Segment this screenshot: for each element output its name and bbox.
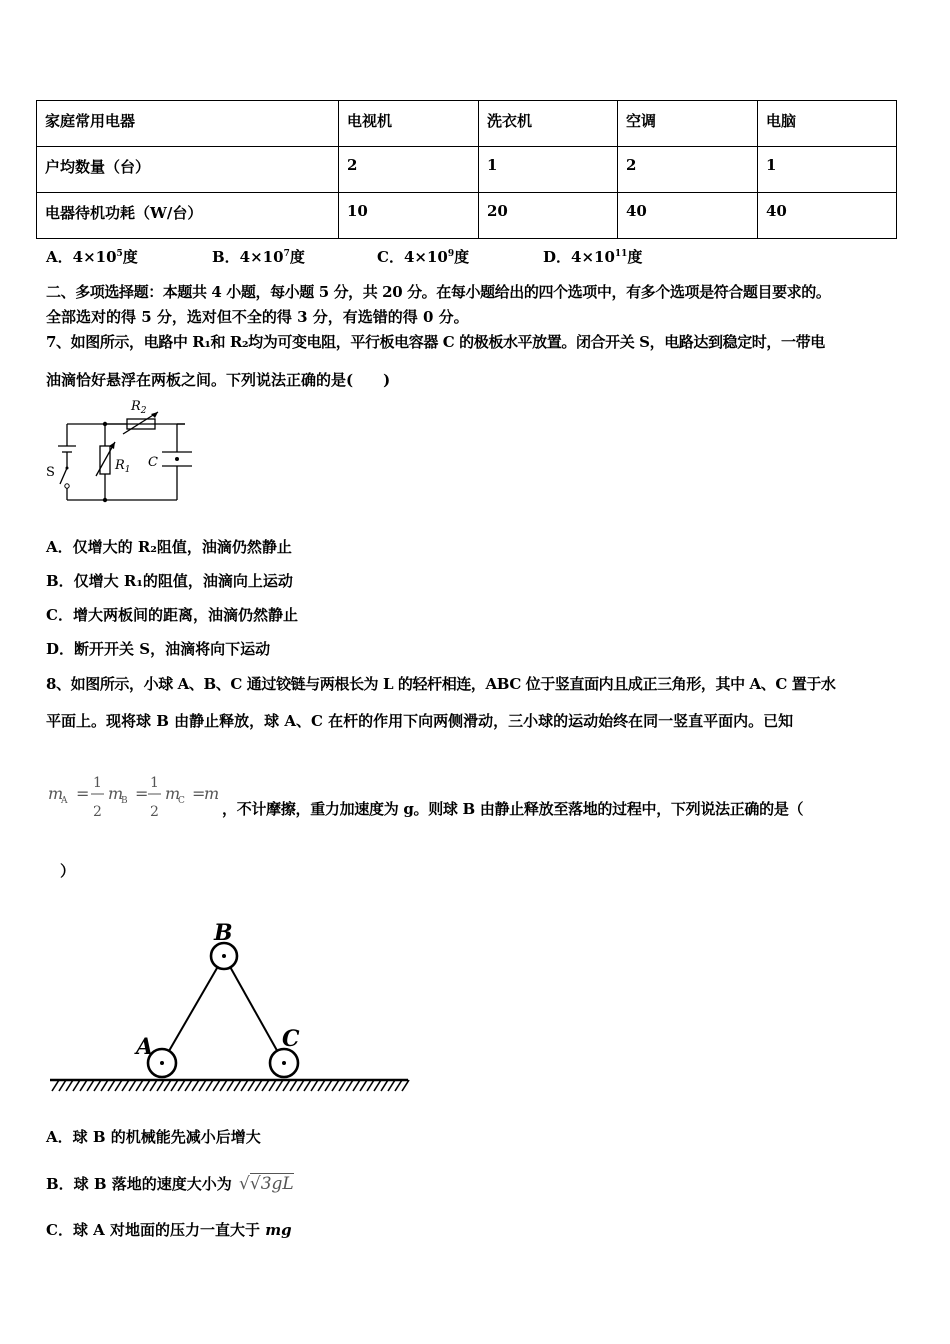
table-cell: 电器待机功耗（W/台）: [37, 193, 339, 239]
ground-hatch: [276, 1080, 283, 1091]
ground-hatch: [402, 1080, 409, 1091]
q8-option-a[interactable]: A．球 B 的机械能先减小后增大: [46, 1128, 261, 1146]
svg-text:=: =: [192, 784, 206, 803]
svg-text:m: m: [165, 784, 181, 803]
q6-option-d[interactable]: D．$4\times 10^{11}$度: [543, 248, 643, 266]
ground-hatch: [66, 1080, 73, 1091]
q7-option-a[interactable]: A．仅增大的 R₂阻值，油滴仍然静止: [46, 538, 292, 556]
svg-text:m: m: [204, 784, 220, 803]
q6-option-c[interactable]: C．$4\times 10^9$度: [377, 248, 470, 266]
ground-hatch: [339, 1080, 346, 1091]
ground-hatch: [220, 1080, 227, 1091]
table-cell: 洗衣机: [479, 101, 618, 147]
ground-hatch: [206, 1080, 213, 1091]
ground-hatch: [108, 1080, 115, 1091]
q8-option-b-text: B．球 B 落地的速度大小为: [46, 1175, 232, 1193]
label-s: S: [46, 465, 55, 480]
ground-hatch: [395, 1080, 402, 1091]
q8-close-paren: ）: [60, 862, 76, 880]
svg-text:1: 1: [93, 775, 102, 791]
q7-option-d[interactable]: D．断开开关 S，油滴将向下运动: [46, 640, 271, 658]
ground-hatch: [101, 1080, 108, 1091]
ground-hatch: [52, 1080, 59, 1091]
ground-hatch: [311, 1080, 318, 1091]
ground-hatch: [164, 1080, 171, 1091]
ground-hatch: [367, 1080, 374, 1091]
ground-hatch: [248, 1080, 255, 1091]
svg-text:1: 1: [150, 775, 159, 791]
q7-option-c[interactable]: C．增大两板间的距离，油滴仍然静止: [46, 606, 298, 624]
table-cell: 电视机: [339, 101, 479, 147]
ground-hatch: [360, 1080, 367, 1091]
section-heading: 二、多项选择题：本题共 4 小题，每小题 5 分，共 20 分。在每小题给出的四个选项中，有多个选项是符合题目要求的。: [46, 283, 831, 301]
svg-text:=: =: [135, 784, 149, 803]
ground-hatch: [87, 1080, 94, 1091]
ground-hatch: [185, 1080, 192, 1091]
ground-hatch: [213, 1080, 220, 1091]
label-c: C: [282, 1026, 300, 1052]
ground-hatch: [269, 1080, 276, 1091]
ground-hatch: [241, 1080, 248, 1091]
svg-text:m: m: [48, 784, 64, 803]
ground-hatch: [227, 1080, 234, 1091]
ground-hatch: [283, 1080, 290, 1091]
table-cell: 户均数量（台）: [37, 147, 339, 193]
q8-option-c[interactable]: [46, 1219, 292, 1240]
ground-hatch: [353, 1080, 360, 1091]
table-cell: 家庭常用电器: [37, 101, 339, 147]
ground-hatch: [178, 1080, 185, 1091]
q7-stem-line2: 油滴恰好悬浮在两板之间。下列说法正确的是( ): [46, 371, 391, 389]
svg-text:A: A: [61, 796, 68, 806]
ground-hatch: [234, 1080, 241, 1091]
q8-mass-formula: [46, 770, 231, 820]
table-cell: 40: [618, 193, 758, 239]
label-a: A: [136, 1034, 154, 1060]
ground-hatch: [129, 1080, 136, 1091]
svg-text:2: 2: [93, 804, 102, 820]
table-cell: 2: [618, 147, 758, 193]
table-cell: 1: [479, 147, 618, 193]
q8-triangle-figure: [46, 918, 416, 1098]
ground-hatch: [157, 1080, 164, 1091]
table-cell: 10: [339, 193, 479, 239]
table-cell: 20: [479, 193, 618, 239]
svg-text:m: m: [108, 784, 124, 803]
q6-option-b[interactable]: B．$4\times 10^7$度: [212, 248, 305, 266]
table-row: [37, 193, 897, 239]
ground-hatch: [381, 1080, 388, 1091]
svg-text:B: B: [121, 796, 128, 806]
ground-hatch: [304, 1080, 311, 1091]
q8-option-c-text: C．球 A 对地面的压力一直大于: [46, 1221, 266, 1239]
ground-hatch: [318, 1080, 325, 1091]
table-cell: 空调: [618, 101, 758, 147]
q7-circuit-diagram: [40, 396, 210, 511]
q6-option-a[interactable]: A．$4\times 10^5$度: [46, 248, 138, 266]
ground-hatch: [388, 1080, 395, 1091]
sqrt-expression: √√3gL: [239, 1174, 294, 1194]
section-heading-line2: 全部选对的得 5 分，选对但不全的得 3 分，有选错的得 0 分。: [46, 308, 469, 326]
ground-hatch: [325, 1080, 332, 1091]
q8-option-b[interactable]: [46, 1173, 294, 1194]
ground-hatch: [171, 1080, 178, 1091]
svg-text:=: =: [76, 784, 90, 803]
q8-stem-line2: 平面上。现将球 B 由静止释放，球 A、C 在杆的作用下向两侧滑动，三小球的运动始终在同一竖直平面内。已知: [46, 712, 794, 730]
q8-option-c-mg: mg: [265, 1221, 292, 1239]
ground-hatch: [290, 1080, 297, 1091]
label-b: B: [214, 920, 233, 946]
ground-hatch: [73, 1080, 80, 1091]
ground-hatch: [136, 1080, 143, 1091]
ground-hatch: [143, 1080, 150, 1091]
label-r1: $R_1$: [115, 458, 131, 475]
ground-hatch: [192, 1080, 199, 1091]
ground-hatch: [115, 1080, 122, 1091]
svg-text:C: C: [178, 796, 185, 806]
label-c: C: [148, 455, 158, 470]
ground-hatch: [255, 1080, 262, 1091]
label-r2: $R_2$: [131, 399, 147, 416]
table-cell: 1: [758, 147, 897, 193]
ground-hatch: [80, 1080, 87, 1091]
q7-stem: 7、如图所示，电路中 R₁和 R₂均为可变电阻，平行板电容器 C 的极板水平放置。闭合开关 S，电路达到稳定时，一带电: [46, 333, 825, 351]
table-row: [37, 147, 897, 193]
ground-hatch: [374, 1080, 381, 1091]
ground-hatch: [332, 1080, 339, 1091]
appliance-table: [36, 100, 897, 239]
svg-text:2: 2: [150, 804, 159, 820]
ground-hatch: [199, 1080, 206, 1091]
q8-stem-line3: ，不计摩擦，重力加速度为 g。则球 B 由静止释放至落地的过程中，下列说法正确的是（: [222, 800, 804, 818]
q8-stem: 8、如图所示，小球 A、B、C 通过铰链与两根长为 L 的轻杆相连，ABC 位于竖直面内且成正三角形，其中 A、C 置于水: [46, 675, 836, 693]
ground-hatch: [59, 1080, 66, 1091]
q7-option-b[interactable]: B．仅增大 R₁的阻值，油滴向上运动: [46, 572, 293, 590]
table-cell: 电脑: [758, 101, 897, 147]
table-cell: 40: [758, 193, 897, 239]
ground-hatch: [150, 1080, 157, 1091]
table-header-row: [37, 101, 897, 147]
ground-hatch: [346, 1080, 353, 1091]
table-cell: 2: [339, 147, 479, 193]
ground-hatch: [297, 1080, 304, 1091]
ground-hatch: [94, 1080, 101, 1091]
ground-hatch: [122, 1080, 129, 1091]
ground-hatch: [262, 1080, 269, 1091]
